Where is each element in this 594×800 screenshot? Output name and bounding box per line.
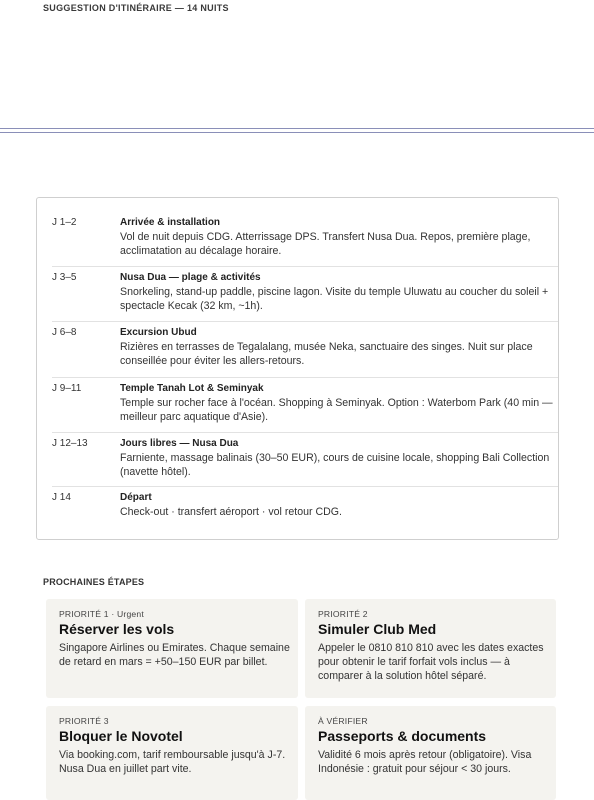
next-step-text: Validité 6 mois après retour (obligatoire). Visa Indonésie : gratuit pour séjour < 30 jours.	[318, 749, 532, 775]
next-step-title: Passeports & documents	[318, 728, 487, 744]
itinerary-row	[37, 198, 558, 267]
priority-label: PRIORITÉ 2	[318, 609, 368, 619]
itinerary-day: J 6–8	[52, 327, 77, 338]
divider-bottom	[0, 132, 594, 133]
priority-label: À VÉRIFIER	[318, 716, 368, 726]
itinerary-day: J 9–11	[52, 383, 82, 394]
itinerary-desc: Temple sur rocher face à l'océan. Shopping à Seminyak. Option : Waterbom Park (40 min — meilleur parc aquatique d'Asie).	[120, 397, 553, 423]
next-step-text: Appeler le 0810 810 810 avec les dates exactes pour obtenir le tarif forfait vols inclus — à comparer à la solution hôtel séparé.	[318, 642, 544, 682]
itinerary-day: J 1–2	[52, 217, 77, 228]
itinerary-row	[37, 322, 558, 378]
priority-label: PRIORITÉ 1 · Urgent	[59, 609, 144, 619]
itinerary-desc: Rizières en terrasses de Tegalalang, musée Neka, sanctuaire des singes. Nuit sur place conseillée pour éviter les allers-retours.	[120, 341, 533, 367]
next-step-title: Réserver les vols	[59, 621, 175, 637]
priority-label: PRIORITÉ 3	[59, 716, 109, 726]
itinerary-title: Arrivée & installation	[120, 217, 221, 228]
itinerary-row	[37, 487, 558, 539]
page-title: SUGGESTION D'ITINÉRAIRE — 14 NUITS	[43, 3, 229, 13]
itinerary-day: J 14	[52, 492, 71, 503]
itinerary-card	[36, 197, 559, 540]
divider-top	[0, 128, 594, 129]
itinerary-title: Nusa Dua — plage & activités	[120, 272, 261, 283]
itinerary-title: Jours libres — Nusa Dua	[120, 438, 239, 449]
itinerary-desc: Snorkeling, stand-up paddle, piscine lagon. Visite du temple Uluwatu au coucher du soleil + spectacle Kecak (32 km, ~1h).	[120, 286, 549, 312]
itinerary-title: Excursion Ubud	[120, 327, 197, 338]
itinerary-title: Temple Tanah Lot & Seminyak	[120, 383, 264, 394]
next-step-card	[46, 706, 298, 800]
itinerary-desc: Farniente, massage balinais (30–50 EUR), cours de cuisine locale, shopping Bali Collection (navette hôtel).	[120, 452, 550, 478]
itinerary-row	[37, 433, 558, 487]
itinerary-day: J 3–5	[52, 272, 77, 283]
next-step-title: Simuler Club Med	[318, 621, 437, 637]
next-step-text: Via booking.com, tarif remboursable jusqu'à J-7. Nusa Dua en juillet part vite.	[59, 749, 286, 775]
next-step-text: Singapore Airlines ou Emirates. Chaque semaine de retard en mars = +50–150 EUR par billet.	[59, 642, 290, 668]
next-steps-heading: PROCHAINES ÉTAPES	[43, 577, 145, 587]
itinerary-row	[37, 378, 558, 433]
itinerary-row	[37, 267, 558, 322]
itinerary-title: Départ	[120, 492, 152, 503]
next-step-card	[46, 599, 298, 698]
itinerary-day: J 12–13	[52, 438, 88, 449]
next-step-card	[305, 706, 556, 800]
next-step-title: Bloquer le Novotel	[59, 728, 183, 744]
next-step-card	[305, 599, 556, 698]
itinerary-desc: Check-out · transfert aéroport · vol retour CDG.	[120, 506, 342, 518]
itinerary-desc: Vol de nuit depuis CDG. Atterrissage DPS. Transfert Nusa Dua. Repos, première plage, acclimatation au décalage horaire.	[120, 231, 531, 257]
